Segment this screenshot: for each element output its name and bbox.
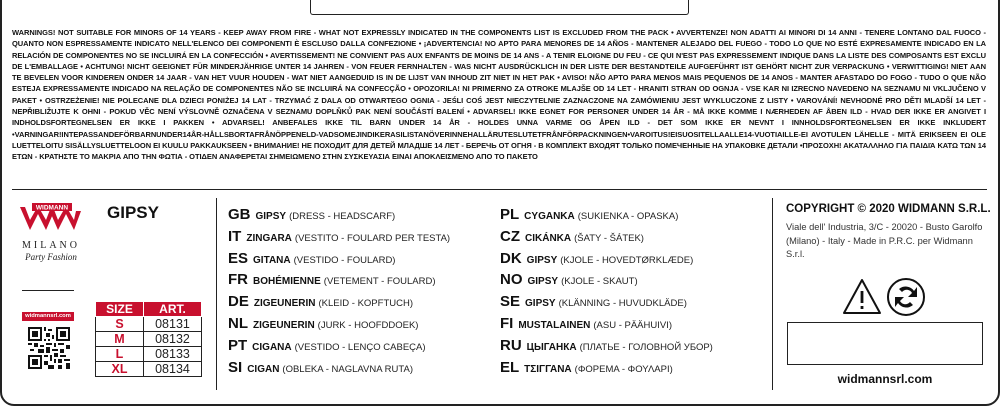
lang-code: PL [500, 206, 520, 223]
lang-code: RU [500, 336, 522, 354]
lang-name: CYGANKA [524, 211, 575, 222]
lang-desc: (ΦΟΡΕΜΑ - ΦΟΥΛΑΡΙ) [574, 363, 673, 375]
warning-triangle-icon [842, 277, 882, 317]
list-item [500, 250, 770, 272]
warnings-text: WARNINGS! NOT SUITABLE FOR MINORS OF 14 YEARS - KEEP AWAY FROM FIRE - WHAT NOT EXPRESSLY INDICATED IN THE COMPONENTS LIST IS EXCLUDED FROM THE PACK • AVVERTENZE! NON ADATTI AI MINORI DI 14 ANNI - TENERE LONTANO DAL FUOCO - QUANTO NON ESPRESSAMENTE INDICATO NELL'ELENCO DEI COMPONENTI È ESCLUSO DALLA CONFEZIONE • ¡ADVERTENCIA! NO APTO PARA MENORES DE 14 AÑOS - MANTENER ALEJADO DEL FUEGO - TODO LO QUE NO ESTÉ EXPRESAMENTE INDICADO EN LA RELACIÓN DE COMPONENTES NO SE INCLUIRÁ EN LA CONFECCIÓN • AVERTISSEMENT! NE CONVIENT PAS AUX ENFANTS DE MOINS DE 14 ANS - A TENIR ELOIGNE DU FEU - CE QUI N'EST PAS EXPRESSEMENT INDIQUE DANS LA LISTE DES COMPOSANTS EST EXCLU DE L'EMBALLAGE • ACHTUNG! NICHT GEEIGNET FÜR MINDERJÄHRIGE UNTER 14 JAHREN - VON FEUER FERNHALTEN - WAS NICHT AUSDRÜCKLICH IN DER LISTE DER BESTANDTEILE AUFGEFÜHRT IST GEHÖRT NICHT ZUR VERPACKUNG • VERWITTIGING! NIET AAN TE BEVELEN VOOR KINDEREN ONDER 14 JAAR - VAN HET VUUR HOUDEN - WAT NIET AANGEDUID IS IN DE LIJST VAN INHOUD ZIT NIET IN HET PAK • AVISO! NÃO APTO PARA MENOS MAIS PEQUENOS DE 14 ANOS - MANTER AFASTADO DO FOGO - TUDO O QUE NÃO ESTEJA EXPRESSAMENTE INDICADO NA RELAÇÃO DE COMPONENTES NÃO SE INCLUIRÁ NA CONFECÇÃO • OPOZORILA! NI PRIMERNO ZA OTROKE MLAJŠE OD 14 LET - HRANITI STRAN OD OGNJA - VSE KAR NI IZRECNO NAVEDENO NA SEZNAMU NI VKLJUČENO V PAKET • OSTRZEŻENIE! NIE POLECANE DLA DZIECI PONIŻEJ 14 LAT - TRZYMAĆ Z DALA OD OTWARTEGO OGNIA - JEŚLI COŚ JEST NIECZYTELNIE ZAZNACZONE NA ZAMÓWIENIU JEST WYKLUCZONE Z LISTY • VAROVÁNÍ! NEVHODNÉ PRO DĚTI MLADŠÍ 14 LET - NEPŘIBLIŽUJTE K OHNI - POKUD VĚC NENÍ VÝSLOVNĚ OZNAČENA V SEZNAMU DOPLŇKŮ PAK NENÍ SOUČÁSTÍ BALENÍ • ADVARSEL! IKKE EGNET FOR PERSONER UNDER 14 ÅR - MÅ IKKE KOMME I NÆRHEDEN AF ÅBEN ILD - HVAD DER IKKE ER ANGIVET I INDHOLDSFORTEGNELSEN ER IKKE I PAKKEN • ADVARSEL! ANBEFALES IKKE TIL BARN UNDER 14 ÅR - HOLDES UNNA VARME OG ÅPEN ILD - DET SOM IKKE ER NEVNT I INNHOLDSFORTEGNELSEN ER IKKE INKLUDERT •VARNINGAR!INTEPASSANDEFÖRBARNUNDER14ÅR-HÅLLSBORTAFRÅNÖPPENELD-VADSOMEJINDIKERASILISTANÖVERINNEHALLÄRUTESLUTETFRÅNFÖRPACKNINGEN•VAROITUS!EISUOSITELLAALLE14-VUOTIAILLE-EI AVOTULEN LÄHELLE - MITÄ ERIKSEEN EI OLE LUETTELOITU SISÄLLYSLUETTELOON EI KUULU PAKKAUKSEEN • ВНИМАНИЕ! НЕ ПОХОДИТ ДЛЯ ДЕТЕЙ МЛАДШЕ 14 ЛЕТ - БЕРЕЧЬ ОТ ОГНЯ - В КОМПЛЕКТ ВХОДЯТ ТОЛЬКО ПОМЕЧЕННЫЕ НА УПАКОВКЕ ДЕТАЛИ •ΠΡΟΣΟΧΗ! ΑΚΑΤΑΛΛΗΛΟ ΓΙΑ ΠΑΙΔΙΆ ΚΑΤΩ ΤΩΝ 14 ΕΤΩΝ - ΚΡΑΤΗΣΤΕ ΤΟ ΜΑΚΡΙΑ ΑΠΟ ΤΗΝ ΦΩΤΙΑ - ΟΤΙΔΕΝ ΑΝΑΦΕΡΕΤΑΙ ΣΗΜΕΙΩΜΕΝΟ ΣΤΗΝ ΣΥΣΚΕΥΑΣΙΑ ΕΙΝΑΙ ΑΠΟΚΛΕΙΣΜΕΝΟ ΑΠΟ ΤΟ ΠΑΚΕΤΟ [12, 28, 986, 162]
table-row [96, 347, 202, 362]
list-item [228, 337, 498, 359]
lang-name: GIPSY [525, 298, 556, 310]
list-item [500, 337, 770, 359]
list-item [228, 271, 498, 293]
column-divider [772, 198, 773, 390]
recycle-icon [886, 277, 926, 317]
lang-desc: (KLEID - KOPFTUCH) [318, 298, 413, 310]
lang-name: GIPSY [526, 254, 558, 266]
lang-name: CIGAN [247, 363, 280, 375]
list-item [500, 293, 770, 315]
lang-desc: (VESTIDO - FOULARD) [293, 254, 396, 266]
column-divider [216, 198, 217, 390]
lang-desc: (VESTITO - FOULARD PER TESTA) [294, 232, 451, 244]
lang-name: GIPSY [527, 276, 559, 288]
list-item [500, 206, 770, 228]
lang-desc: (ПЛАТЬЕ - ГОЛОВНОЙ УБОР) [579, 341, 713, 353]
lang-name: GIPSY [255, 211, 287, 222]
website-badge: widmannsrl.com [22, 312, 74, 321]
lang-desc: (ASU - PÄÄHUIVI) [593, 319, 673, 331]
lang-code: FI [500, 314, 514, 332]
article-cell: 08133 [144, 347, 202, 362]
lang-name: CIKÁNKA [525, 232, 572, 244]
lang-desc: (DRESS - HEADSCARF) [289, 211, 396, 222]
lang-name: ZINGARA [246, 232, 292, 244]
logo-tagline: Party Fashion [25, 252, 77, 262]
product-name: GIPSY [107, 203, 159, 222]
size-table [95, 301, 202, 377]
lang-desc: (KJOLE - HOVEDTØRKLÆDE) [560, 254, 694, 266]
size-cell: XL [96, 362, 144, 377]
lang-name: ZIGEUNERIN [253, 298, 316, 310]
lang-code: EL [500, 358, 520, 376]
size-cell: L [96, 347, 144, 362]
lang-desc: (SUKIENKA - OPASKA) [577, 211, 679, 222]
lang-name: ЦЫГАНКА [526, 341, 577, 353]
list-item [500, 228, 770, 250]
lang-name: MUSTALAINEN [518, 319, 591, 331]
lang-name: ΤΣΙΓΓΑΝΑ [524, 363, 572, 375]
article-cell: 08131 [144, 317, 202, 332]
lang-desc: (KJOLE - SKAUT) [561, 276, 638, 288]
lang-name: BOHÉMIENNE [253, 276, 321, 288]
lang-code: NL [228, 314, 248, 332]
lang-desc: (OBLEKA - NAGLAVNA RUTA) [282, 363, 413, 375]
list-item [500, 271, 770, 293]
lang-code: DE [228, 293, 249, 311]
lang-code: GB [228, 206, 251, 223]
logo-city: MILANO [22, 240, 80, 251]
address-line: (Milano) - Italy - Made in P.R.C. per Widmann S.r.l. [786, 235, 973, 259]
address [786, 221, 986, 262]
footer-website: widmannsrl.com [837, 372, 933, 386]
logo-wordmark: WIDMANN [35, 204, 69, 212]
blank-box [787, 322, 983, 365]
language-list-right [500, 206, 770, 380]
lang-code: PT [228, 336, 248, 354]
size-cell: M [96, 332, 144, 347]
list-item [500, 359, 770, 381]
article-cell: 08134 [144, 362, 202, 377]
art-header: ART. [144, 302, 202, 317]
lang-code: FR [228, 271, 248, 289]
list-item [500, 315, 770, 337]
list-item [228, 315, 498, 337]
qr-code-icon [28, 327, 70, 369]
list-item [228, 250, 498, 272]
list-item [228, 206, 498, 228]
table-row [96, 332, 202, 347]
lang-desc: (ŠATY - ŠÁTEK) [574, 232, 644, 244]
lang-code: ES [228, 249, 249, 267]
lang-name: ZIGEUNERIN [253, 319, 315, 331]
size-cell: S [96, 317, 144, 332]
lang-code: SE [500, 293, 521, 311]
lang-name: CIGANA [252, 341, 292, 353]
lang-desc: (KLÄNNING - HUVUDKLÄDE) [558, 298, 687, 310]
address-line: Viale dell' Industria, 3/C - 20020 - Busto Garolfo [786, 222, 983, 232]
list-item [228, 228, 498, 250]
left-divider [22, 290, 74, 291]
lang-code: SI [228, 358, 243, 376]
list-item [228, 293, 498, 315]
lang-desc: (JURK - HOOFDDOEK) [317, 319, 419, 331]
list-item [228, 359, 498, 381]
widmann-logo [18, 203, 86, 287]
language-list-left [228, 206, 498, 380]
widmann-w-mark-icon [18, 203, 82, 233]
top-tab [310, 0, 689, 15]
lang-name: GITANA [253, 254, 291, 266]
copyright: COPYRIGHT © 2020 WIDMANN S.R.L. [786, 203, 991, 215]
table-row [96, 362, 202, 377]
table-row [96, 317, 202, 332]
article-cell: 08132 [144, 332, 202, 347]
divider [12, 189, 987, 190]
lang-code: IT [228, 227, 242, 245]
lang-code: NO [500, 271, 523, 289]
lang-desc: (VETEMENT - FOULARD) [323, 276, 436, 288]
lang-desc: (VESTIDO - LENÇO CABEÇA) [294, 341, 426, 353]
lang-code: DK [500, 249, 522, 267]
lang-code: CZ [500, 227, 520, 245]
size-header: SIZE [96, 302, 144, 317]
